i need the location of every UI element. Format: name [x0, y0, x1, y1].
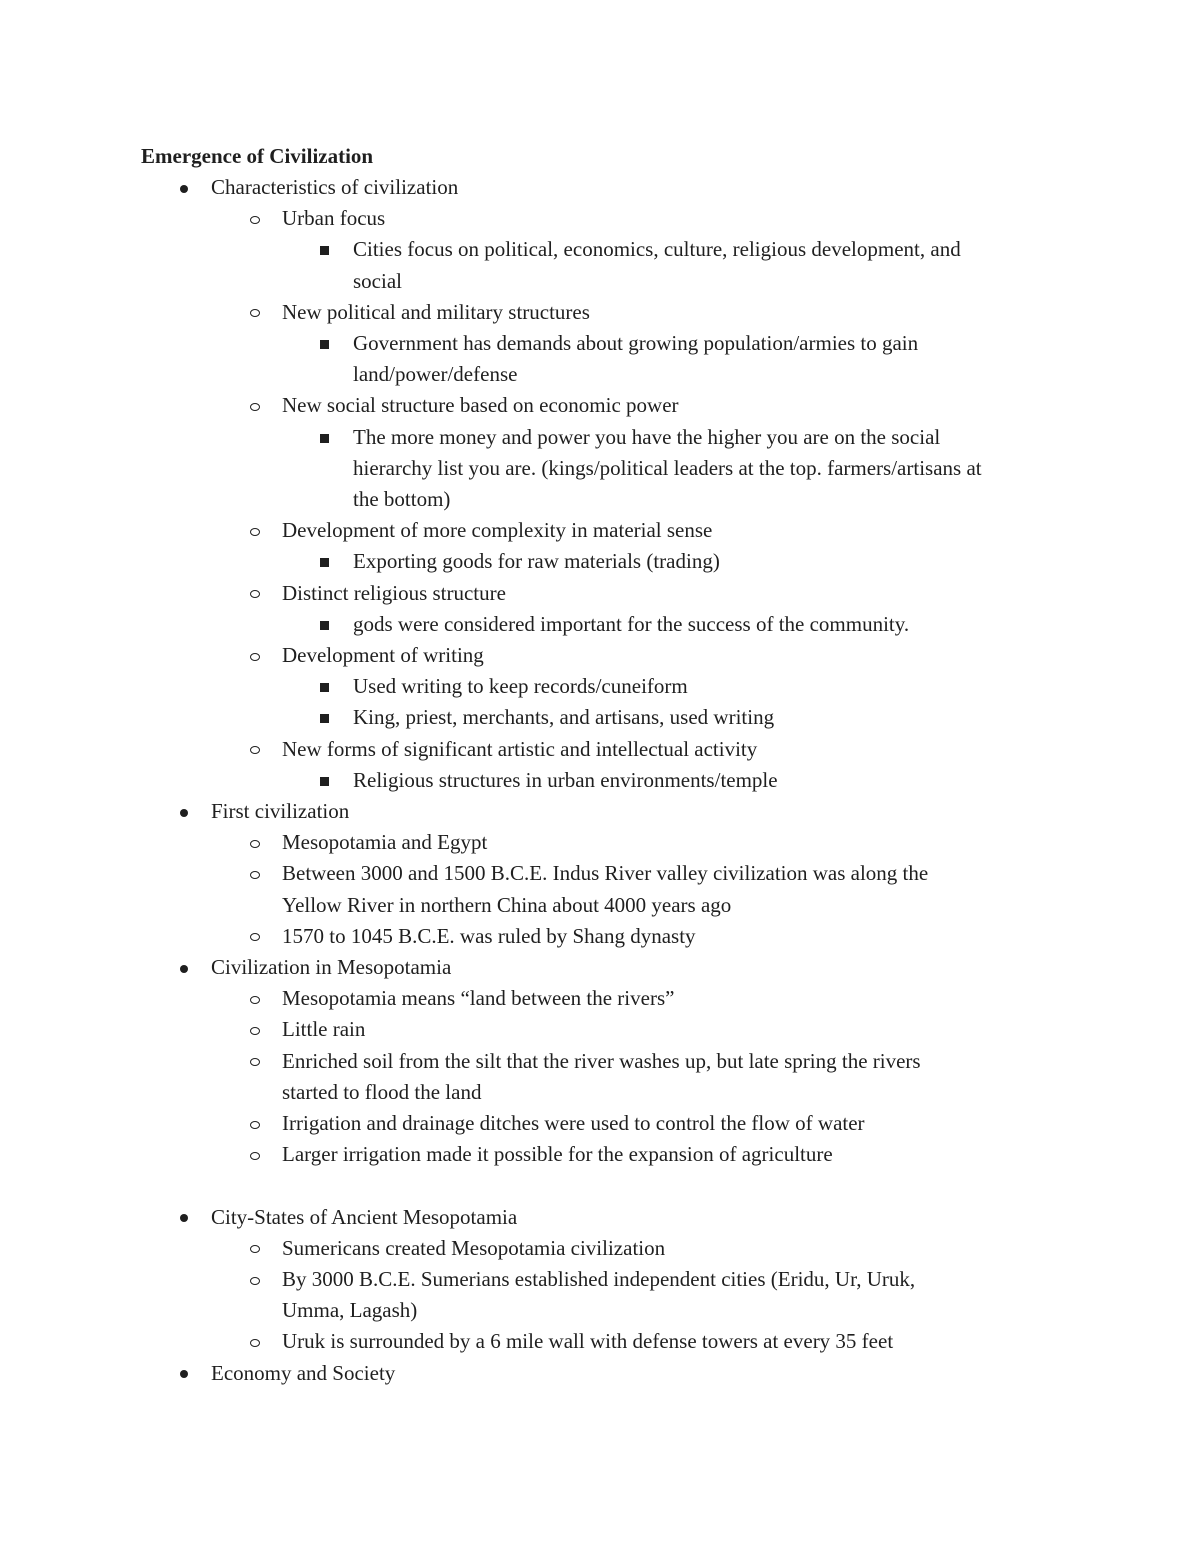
outline-item-level-1: Civilization in Mesopotamia — [211, 955, 452, 979]
outline-item-level-1: Economy and Society — [211, 1360, 396, 1385]
circle-bullet — [250, 871, 260, 879]
outline-item-level-2: Sumericans created Mesopotamia civilization — [282, 1235, 666, 1260]
square-bullet — [320, 558, 329, 567]
disc-bullet — [180, 1214, 188, 1222]
circle-bullet — [250, 1121, 260, 1129]
outline-item-level-3: the bottom) — [353, 487, 451, 511]
circle-bullet — [250, 216, 260, 224]
circle-bullet — [250, 528, 260, 536]
outline-item-level-1: First civilization — [211, 799, 350, 823]
circle-bullet — [250, 403, 260, 411]
outline-item-level-3: King, priest, merchants, and artisans, used writing — [353, 705, 775, 730]
circle-bullet — [250, 590, 260, 598]
circle-bullet — [250, 1058, 260, 1066]
square-bullet — [320, 340, 329, 349]
outline-item-level-2: Development of writing — [282, 643, 484, 667]
circle-bullet — [250, 996, 260, 1004]
circle-bullet — [250, 1277, 260, 1285]
outline-item-level-2: Umma, Lagash) — [282, 1298, 418, 1323]
outline-item-level-1: City-States of Ancient Mesopotamia — [211, 1204, 518, 1229]
outline-item-level-2: Distinct religious structure — [282, 580, 506, 605]
circle-bullet — [250, 1339, 260, 1347]
outline-item-level-2: Irrigation and drainage ditches were used to control the flow of water — [282, 1111, 865, 1135]
square-bullet — [320, 714, 329, 723]
outline-item-level-1: Characteristics of civilization — [211, 175, 459, 199]
outline-item-level-3: hierarchy list you are. (kings/political leaders at the top. farmers/artisans at — [353, 455, 982, 480]
circle-bullet — [250, 1245, 260, 1253]
outline-item-level-3: social — [353, 268, 402, 293]
outline-item-level-2: Yellow River in northern China about 4000 years ago — [282, 892, 732, 917]
square-bullet — [320, 683, 329, 692]
square-bullet — [320, 621, 329, 630]
outline-item-level-2: Development of more complexity in material sense — [282, 518, 713, 543]
outline-item-level-2: started to flood the land — [282, 1079, 482, 1104]
outline-item-level-2: Larger irrigation made it possible for the expansion of agriculture — [282, 1142, 833, 1167]
square-bullet — [320, 246, 329, 255]
circle-bullet — [250, 933, 260, 941]
outline-item-level-2: 1570 to 1045 B.C.E. was ruled by Shang dynasty — [282, 923, 696, 948]
outline-item-level-3: Cities focus on political, economics, culture, religious development, and — [353, 237, 961, 262]
outline-item-level-3: The more money and power you have the higher you are on the social — [353, 424, 941, 449]
circle-bullet — [250, 840, 260, 848]
circle-bullet — [250, 309, 260, 317]
outline-item-level-3: Exporting goods for raw materials (trading) — [353, 549, 720, 574]
document-title: Emergence of Civilization — [141, 144, 374, 168]
outline-item-level-3: Government has demands about growing population/armies to gain — [353, 331, 919, 355]
outline-item-level-2: Enriched soil from the silt that the river washes up, but late spring the rivers — [282, 1048, 921, 1073]
disc-bullet — [180, 965, 188, 973]
circle-bullet — [250, 1152, 260, 1160]
disc-bullet — [180, 1370, 188, 1378]
outline-item-level-3: Religious structures in urban environments/temple — [353, 767, 778, 792]
circle-bullet — [250, 1027, 260, 1035]
outline-item-level-3: gods were considered important for the success of the community. — [353, 611, 910, 636]
square-bullet — [320, 777, 329, 786]
circle-bullet — [250, 653, 260, 661]
outline-item-level-2: New social structure based on economic power — [282, 393, 679, 418]
outline-item-level-2: New political and military structures — [282, 299, 590, 324]
disc-bullet — [180, 185, 188, 193]
outline-item-level-2: Little rain — [282, 1017, 366, 1042]
outline-item-level-2: By 3000 B.C.E. Sumerians established independent cities (Eridu, Ur, Uruk, — [282, 1267, 916, 1291]
outline-item-level-2: Between 3000 and 1500 B.C.E. Indus River valley civilization was along the — [282, 861, 929, 886]
outline-item-level-3: Used writing to keep records/cuneiform — [353, 674, 688, 699]
disc-bullet — [180, 809, 188, 817]
circle-bullet — [250, 746, 260, 754]
square-bullet — [320, 434, 329, 443]
outline-item-level-3: land/power/defense — [353, 362, 518, 387]
outline-item-level-2: Uruk is surrounded by a 6 mile wall with defense towers at every 35 feet — [282, 1329, 894, 1354]
outline-item-level-2: New forms of significant artistic and intellectual activity — [282, 736, 758, 761]
outline-item-level-2: Urban focus — [282, 206, 386, 231]
outline-item-level-2: Mesopotamia and Egypt — [282, 830, 488, 855]
outline-item-level-2: Mesopotamia means “land between the rivers” — [282, 986, 675, 1011]
